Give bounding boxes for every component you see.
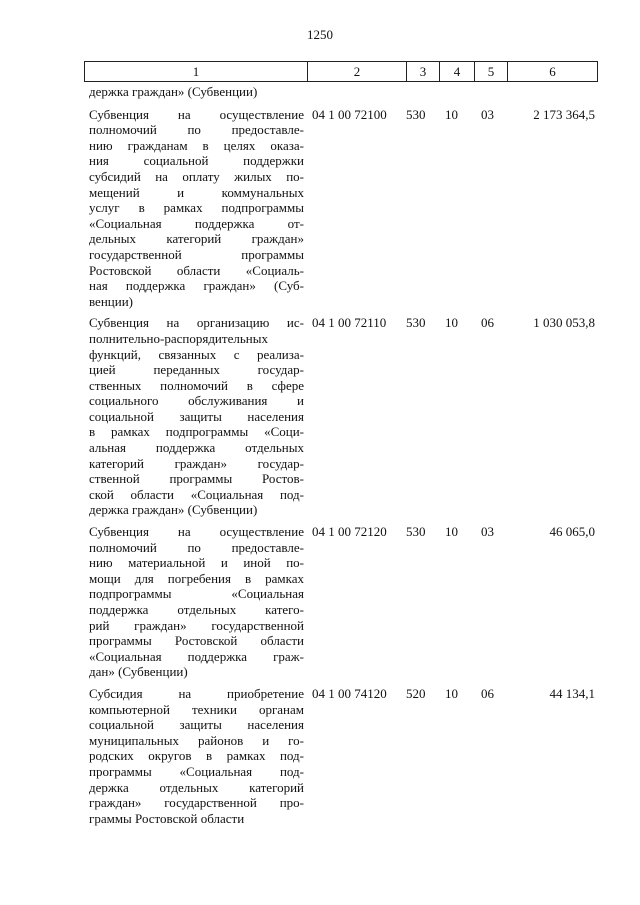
description-line: ния социальной поддержки xyxy=(89,153,304,169)
page-number: 1250 xyxy=(307,27,333,42)
description-line: услуг в рамках подпрограммы xyxy=(89,200,304,216)
description-line: социального обслуживания и xyxy=(89,393,304,409)
description-line: полномочий по предоставле- xyxy=(89,122,304,138)
description-line: мещений и коммунальных xyxy=(89,184,304,200)
column-5-cell: 06 xyxy=(481,685,494,701)
description-line: «Социальная поддержка граж- xyxy=(89,648,304,664)
column-3-cell: 530 xyxy=(406,315,426,331)
description-line: ской области «Социальная под- xyxy=(89,486,304,502)
description-line: Субвенция на осуществление xyxy=(89,524,304,540)
description-line: держка отдельных категорий xyxy=(89,779,304,795)
description-line: подпрограммы «Социальная xyxy=(89,586,304,602)
amount-cell: 46 065,0 xyxy=(549,524,595,540)
description-line: нию гражданам в целях оказа- xyxy=(89,137,304,153)
column-3-cell: 520 xyxy=(406,685,426,701)
description-line: Субвенция на организацию ис- xyxy=(89,315,304,331)
description-line: Субсидия на приобретение xyxy=(89,685,304,701)
description-line: муниципальных районов и го- xyxy=(89,732,304,748)
description-line: ная поддержка граждан» (Суб- xyxy=(89,278,304,294)
column-4-cell: 10 xyxy=(445,315,458,331)
description-line: ственной программы Ростов- xyxy=(89,471,304,487)
column-header-table xyxy=(84,61,598,82)
amount-cell: 2 173 364,5 xyxy=(533,106,595,122)
description-line: социальной защиты населения xyxy=(89,717,304,733)
header-col-2: 2 xyxy=(308,62,407,82)
header-col-3: 3 xyxy=(407,62,440,82)
row-description xyxy=(84,84,304,100)
description-line: Субвенция на осуществление xyxy=(89,106,304,122)
table-row xyxy=(84,524,598,680)
column-5-cell: 03 xyxy=(481,106,494,122)
amount-cell: 44 134,1 xyxy=(549,685,595,701)
description-line: государственной программы xyxy=(89,246,304,262)
description-line: нию материальной и иной по- xyxy=(89,555,304,571)
description-line: родских округов в рамках под- xyxy=(89,748,304,764)
header-col-4: 4 xyxy=(440,62,475,82)
row-description xyxy=(84,524,304,680)
description-line: субсидий на оплату жилых по- xyxy=(89,168,304,184)
description-line: программы Ростовской области xyxy=(89,633,304,649)
description-line: альная поддержка отдельных xyxy=(89,440,304,456)
description-line: рий граждан» государственной xyxy=(89,617,304,633)
continuation-row xyxy=(84,84,598,100)
description-line: программы «Социальная под- xyxy=(89,763,304,779)
description-line: дан» (Субвенции) xyxy=(89,664,188,680)
header-col-5: 5 xyxy=(475,62,508,82)
column-3-cell: 530 xyxy=(406,106,426,122)
description-line: социальной защиты населения xyxy=(89,408,304,424)
code-cell: 04 1 00 72110 xyxy=(312,315,387,331)
description-line: категорий граждан» государ- xyxy=(89,455,304,471)
code-cell: 04 1 00 74120 xyxy=(312,685,387,701)
budget-table-body xyxy=(84,84,598,832)
table-row xyxy=(84,686,598,826)
description-line: полномочий по предоставле- xyxy=(89,539,304,555)
column-4-cell: 10 xyxy=(445,106,458,122)
description-line: цией переданных государ- xyxy=(89,362,304,378)
description-line: граждан» государственной про- xyxy=(89,795,304,811)
description-line: полнительно-распорядительных xyxy=(89,330,268,346)
column-5-cell: 03 xyxy=(481,524,494,540)
description-line: в рамках подпрограммы «Соци- xyxy=(89,424,304,440)
description-line: дельных категорий граждан» xyxy=(89,231,304,247)
description-line: венции) xyxy=(89,293,133,309)
row-description xyxy=(84,315,304,518)
code-cell: 04 1 00 72120 xyxy=(312,524,387,540)
header-col-1: 1 xyxy=(85,62,308,82)
row-description xyxy=(84,107,304,310)
description-line: «Социальная поддержка от- xyxy=(89,215,304,231)
description-line: граммы Ростовской области xyxy=(89,810,245,826)
description-line: функций, связанных с реализа- xyxy=(89,346,304,362)
column-3-cell: 530 xyxy=(406,524,426,540)
row-description xyxy=(84,686,304,826)
description-line: мощи для погребения в рамках xyxy=(89,570,304,586)
description-line: держка граждан» (Субвенции) xyxy=(89,84,258,99)
column-4-cell: 10 xyxy=(445,685,458,701)
amount-cell: 1 030 053,8 xyxy=(533,315,595,331)
description-line: держка граждан» (Субвенции) xyxy=(89,502,258,518)
column-4-cell: 10 xyxy=(445,524,458,540)
description-line: ственных полномочий в сфере xyxy=(89,377,304,393)
description-line: компьютерной техники органам xyxy=(89,701,304,717)
table-row xyxy=(84,107,598,310)
table-row xyxy=(84,315,598,518)
header-col-6: 6 xyxy=(508,62,598,82)
column-5-cell: 06 xyxy=(481,315,494,331)
description-line: Ростовской области «Социаль- xyxy=(89,262,304,278)
code-cell: 04 1 00 72100 xyxy=(312,106,387,122)
description-line: поддержка отдельных катего- xyxy=(89,602,304,617)
